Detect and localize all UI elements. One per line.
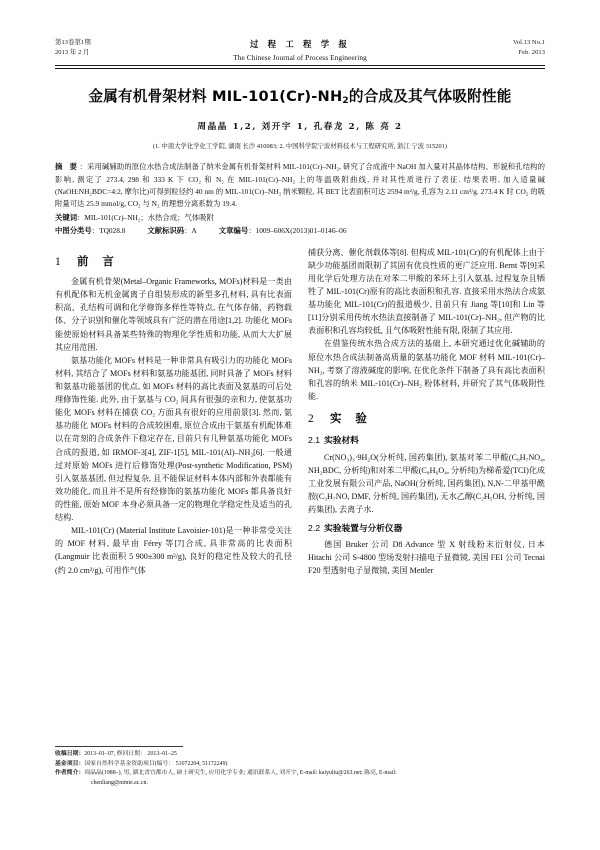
bio-value: 周晶晶(1988–), 男, 湖北省宜都市人, 硕士研究生, 应用化学专业; 通讯联系人, 刘开宇, E-mail: kaiyuliu@263.net; 陈亮, E-mail: (84, 770, 397, 777)
subsection-2-1-number: 2.1 (308, 435, 321, 446)
body-columns (55, 246, 545, 654)
volume-issue-en: Vol.13 No.1 (512, 39, 545, 46)
running-head-right (425, 38, 545, 58)
article-title (55, 88, 545, 107)
section-heading-2 (308, 409, 545, 428)
article-id-label: 文章编号 (218, 225, 249, 235)
running-head-center (175, 38, 425, 63)
subsection-2-2-number: 2.2 (308, 523, 321, 534)
paragraph: 氨基功能化 MOFs 材料是一种非常具有吸引力的功能化 MOFs 材料, 其结合了 MOFs 材料和氨基功能基团, 同时具备了 MOFs 材料和氨基功能基团的优点, 如 MOFs 材料的高比表面及氨基的可后处理修饰性能. 此外, 由于氨基与 CO₂ 间具有很强的亲和力, 使氨基功能化 MOFs 材料在捕获 CO₂ 方面具有很好的应用前景[3]. 然而, 氨基功能化 MOFs 材料的合成较困难, 原位合成由于氨基有机配体难以在苛刻的合成条件下稳定存在, 目前只有几种氨基功能化 MOFs 合成的报道, 如 IRMOF-3[4], ZIF-1[5], MIL-101(Al)–NH₂[6]. 一般通过对原始 MOFs 进行后修饰处理(Post-synthetic Modification, PSM)引入氨基基团, 但过程复杂, 且不能保证材料本体内部和外表都能有效功能化, 而且并不是所有经修饰的氨基功能化 MOFs 都具备良好的性能, 原始 MOF 本身必须具备一定的物理化学稳定性及适当的孔结构. (55, 355, 292, 523)
bio-label: 作者简介： (55, 770, 85, 777)
journal-name-cn: 过 程 工 程 学 报 (249, 39, 351, 49)
keywords-text: ：MIL-101(Cr)–NH₂；水热合成；气体吸附 (77, 212, 214, 222)
paragraph: 在借鉴传统水热合成方法的基础上, 本研究通过优化碱辅助的原位水热合成法制备高质量的氨基功能化 MOF 材料 MIL-101(Cr)–NH₂, 考察了溶液碱度的影响, 在优化条件下制备了具有高比表面积和孔容的纳米 MIL-101(Cr)–NH₂ 粉体材料, 并研究了其气体吸附性能. (308, 339, 545, 401)
footnote-bio (55, 769, 545, 788)
paragraph: Cr(NO₃)₃·9H₂O(分析纯, 国药集团), 氨基对苯二甲酸(C₈H₇NO₄, NH₂BDC, 分析纯)和对苯二甲酸(C₈H₆O₄, 分析纯)为梯希爱(TCI)化成工业发展有限公司产品, NaOH(分析纯, 国药集团), N,N-二甲基甲酰胺(C₃H₇NO, DMF, 分析纯, 国药集团), 无水乙醇(C₂H₅OH, 分析纯, 国药集团), 去离子水. (308, 452, 546, 514)
running-head-left (55, 38, 175, 58)
article-title-subscript: 2 (342, 95, 349, 106)
article-id-value: ：1009–606X(2013)01–0146–06 (248, 225, 347, 235)
fund-value: 国家自然科学基金资助项目(编号： 51072204, 51172249) (84, 760, 228, 767)
abstract-text: ：采用碱辅助的原位水热合成法制备了纳米金属有机骨架材料 MIL-101(Cr)–NH₂, 研究了合成液中 NaOH 加入量对其晶体结构、形貌和孔结构的影响, 测定了 273.4, 298 和 333 K 下 CO₂ 和 N₂ 在 MIL-101(Cr)–NH₂ 上的等温吸附曲线, 并对其性质进行了表征. 结果表明, 加入适量碱(NaOH:NH₂BDC=4:2, 摩尔比)可得到粒径约 40 nm 的 MIL-101(Cr)–NH₂ 纳米颗粒, 其 BET 比表面积可达 2594 m²/g, 孔容为 2.11 cm³/g. 273.4 K 时 CO₂ 的吸附量可达 25.9 mmol/g, CO₂ 与 N₂ 的理想分离系数为 19.4. (55, 162, 545, 209)
footnote-fund (55, 760, 545, 769)
journal-name-en: The Chinese Journal of Process Engineering (233, 53, 367, 63)
paragraph: 金属有机骨架(Metal–Organic Frameworks, MOFs)材料是一类由有机配体和无机金属离子自组装形成的新型多孔材料, 具有比表面积高、孔结构可调和化学修饰多样性等特点, 在气体存储、药物载体、分子识别和催化等领域具有广泛的潜在用途[1,2]. 功能化 MOFs 能使原始材料具备某些特殊的物理化学性质和功能, 从而大大扩展其应用范围. (55, 277, 292, 352)
keywords-line (55, 211, 545, 224)
section-heading-1 (55, 252, 292, 271)
section-1-title: 前 言 (77, 253, 119, 268)
subsection-2-2-title: 实验装置与分析仪器 (324, 524, 403, 535)
abstract-label: 摘 要 (55, 162, 80, 172)
fund-label: 基金项目： (55, 760, 85, 767)
clc-label: 中图分类号 (55, 225, 92, 235)
subsection-heading-2-2 (308, 521, 545, 536)
article-title-prefix: 金属有机骨架材料 MIL-101(Cr)-NH (88, 87, 343, 105)
affiliation: (1. 中南大学化学化工学院, 湖南 长沙 410083; 2. 中国科学院宁波材料技术与工程研究所, 浙江 宁波 315201) (152, 143, 448, 151)
clc-value: ：TQ028.8 (91, 225, 126, 235)
received-label: 收稿日期： (55, 751, 85, 758)
classification-line (55, 224, 545, 237)
section-2-number: 2 (308, 412, 314, 425)
paragraph: MIL-101(Cr) (Material Institute Lavoisier-101)是一种非常受关注的 MOF 材料, 最早由 Férey 等[7]合成, 具非常高的比表面积(Langmuir 比表面积 5 900±300 m²/g), 良好的稳定性及较大的孔径(约 2.0 cm³/g), 可用作气体 (55, 526, 292, 575)
author-list: 周晶晶 1,2, 刘开宇 1, 孔春龙 2, 陈 亮 2 (197, 122, 403, 133)
keywords-label: 关键词 (55, 212, 78, 222)
footnote-rule (55, 746, 183, 747)
doc-code-label: 文献标识码 (147, 225, 185, 235)
right-column (308, 246, 545, 654)
paragraph: 德国 Bruker 公司 D8 Advance 型 X 射线粉末衍射仪, 日本 Hitachi 公司 S-4800 型场发射扫描电子显微镜, 美国 FEI 公司 Tecnai F20 型透射电子显微镜, 美国 Mettler (308, 540, 545, 576)
issue-date-cn: 2013 年 2 月 (55, 48, 90, 56)
issue-date-en: Feb. 2013 (518, 48, 545, 56)
header-rule (55, 65, 545, 68)
subsection-2-1-title: 实验材料 (324, 436, 359, 447)
running-head (55, 0, 545, 63)
footnote-received (55, 750, 545, 759)
article-title-suffix: 的合成及其气体吸附性能 (348, 87, 512, 105)
volume-issue: 第13卷第1期 (55, 39, 91, 46)
doc-code-value: ：A (184, 225, 197, 235)
subsection-heading-2-1 (308, 433, 545, 448)
abstract (55, 161, 545, 210)
paragraph: 捕获分离、催化剂载体等[8]. 但构成 MIL-101(Cr)的有机配体上由于缺少功能基团而限制了其固有优良性质的更广泛应用. Bernt 等[9]采用化学后处理方法在对苯二甲酸的苯环上引入氨基, 过程复杂且牺牲了 MIL-101(Cr)原有的高比表面积和孔容. 直接采用水热法合成氨基功能化 MIL-101(Cr)的报道极少, 目前只有 Jiang 等[10]和 Lin 等[11]分别采用传统水热法直接制备了 MIL-101(Cr)–NH₂, 但产物的比表面积和孔容均较低, 且气体吸附性能有限, 限制了其应用. (308, 247, 545, 336)
footnote-block (55, 746, 545, 788)
section-1-number: 1 (55, 255, 61, 268)
section-2-title: 实 验 (330, 410, 372, 425)
bio-value-continued: chenliang@nimte.ac.cn. (91, 779, 148, 786)
received-value: 2013–01–07, 修回日期： 2013–01–25 (84, 751, 177, 758)
left-column (55, 246, 292, 654)
